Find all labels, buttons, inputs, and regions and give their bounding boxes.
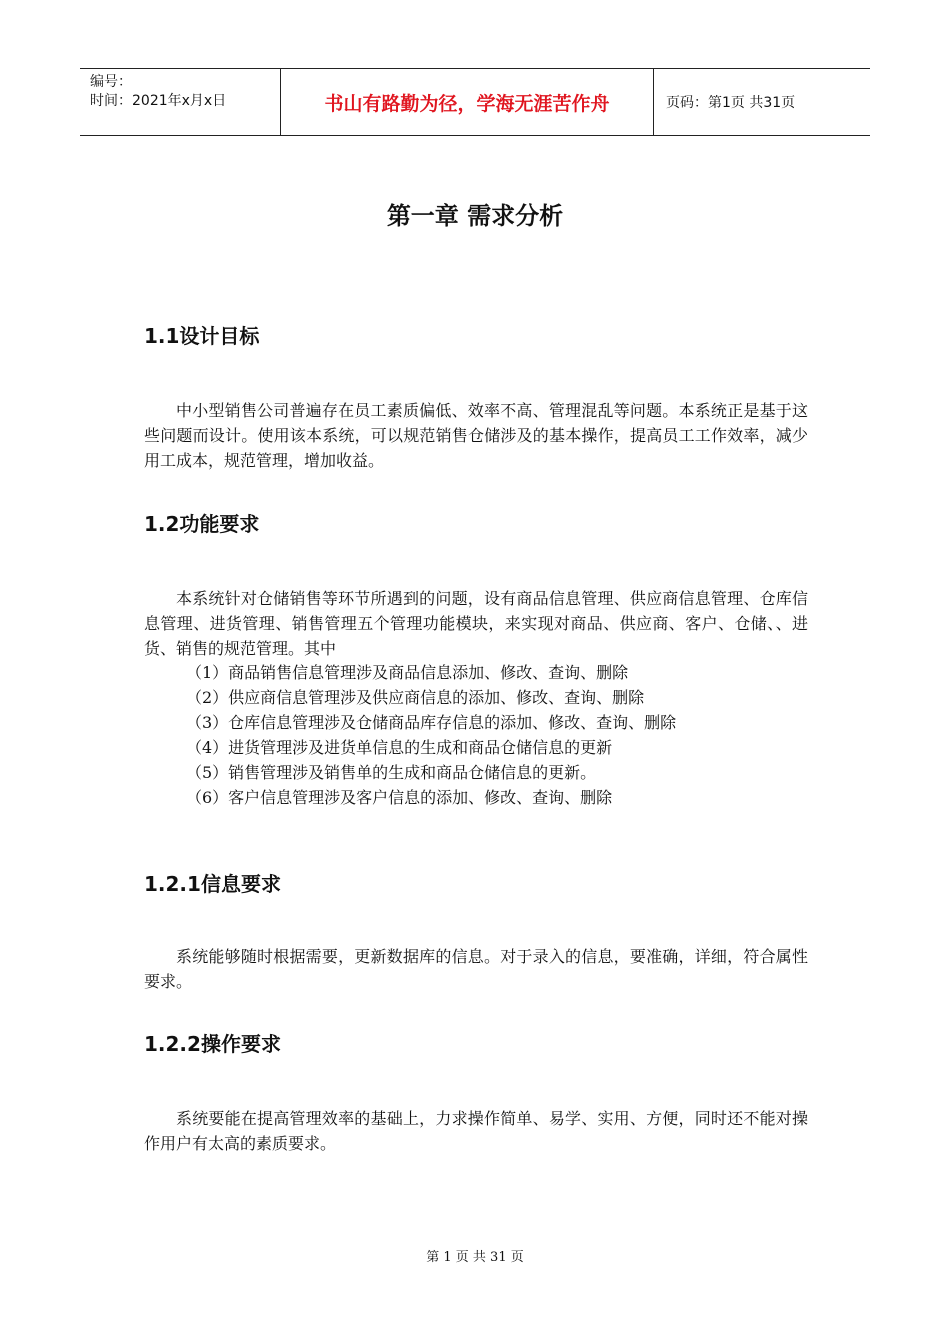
section-heading-1-2-1: 1.2.1信息要求 [144, 872, 281, 896]
function-list [186, 660, 676, 810]
section-heading-1-2: 1.2功能要求 [144, 512, 260, 536]
section-paragraph-1-1: 中小型销售公司普遍存在员工素质偏低、效率不高、管理混乱等问题。本系统正是基于这些问题而设计。使用该本系统，可以规范销售仓储涉及的基本操作，提高员工工作效率，减少用工成本，规范管理，增加收益。 [144, 401, 808, 470]
section-paragraph-1-2-2: 系统要能在提高管理效率的基础上，力求操作简单、易学、实用、方便，同时还不能对操作用户有太高的素质要求。 [144, 1109, 808, 1153]
section-heading-1-2-2: 1.2.2操作要求 [144, 1032, 281, 1056]
header-page-info: 页码：第1页 共31页 [666, 95, 796, 111]
list-item: （3）仓库信息管理涉及仓储商品库存信息的添加、修改、查询、删除 [186, 713, 677, 732]
list-item: （5）销售管理涉及销售单的生成和商品仓储信息的更新。 [186, 763, 597, 782]
time-label: 时间：2021年x月x日 [90, 93, 227, 109]
header-motto: 书山有路勤为径，学海无涯苦作舟 [280, 69, 654, 135]
list-item: （6）客户信息管理涉及客户信息的添加、修改、查询、删除 [186, 788, 613, 807]
section-paragraph-1-2-1: 系统能够随时根据需要，更新数据库的信息。对于录入的信息，要准确，详细，符合属性要求。 [144, 947, 808, 991]
list-item: （1）商品销售信息管理涉及商品信息添加、修改、查询、删除 [186, 663, 629, 682]
chapter-title: 第一章 需求分析 [386, 202, 564, 230]
page-header [80, 68, 870, 136]
number-label: 编号： [90, 74, 132, 90]
section-heading-1-1: 1.1设计目标 [144, 324, 260, 348]
page-footer: 第 1 页 共 31 页 [426, 1250, 524, 1265]
section-paragraph-1-2: 本系统针对仓储销售等环节所遇到的问题，设有商品信息管理、供应商信息管理、仓库信息管理、进货管理、销售管理五个管理功能模块，来实现对商品、供应商、客户、仓储、、进货、销售的规范管理。其中 [144, 589, 808, 658]
list-item: （4）进货管理涉及进货单信息的生成和商品仓储信息的更新 [186, 738, 613, 757]
list-item: （2）供应商信息管理涉及供应商信息的添加、修改、查询、删除 [186, 688, 645, 707]
header-info [80, 69, 280, 135]
